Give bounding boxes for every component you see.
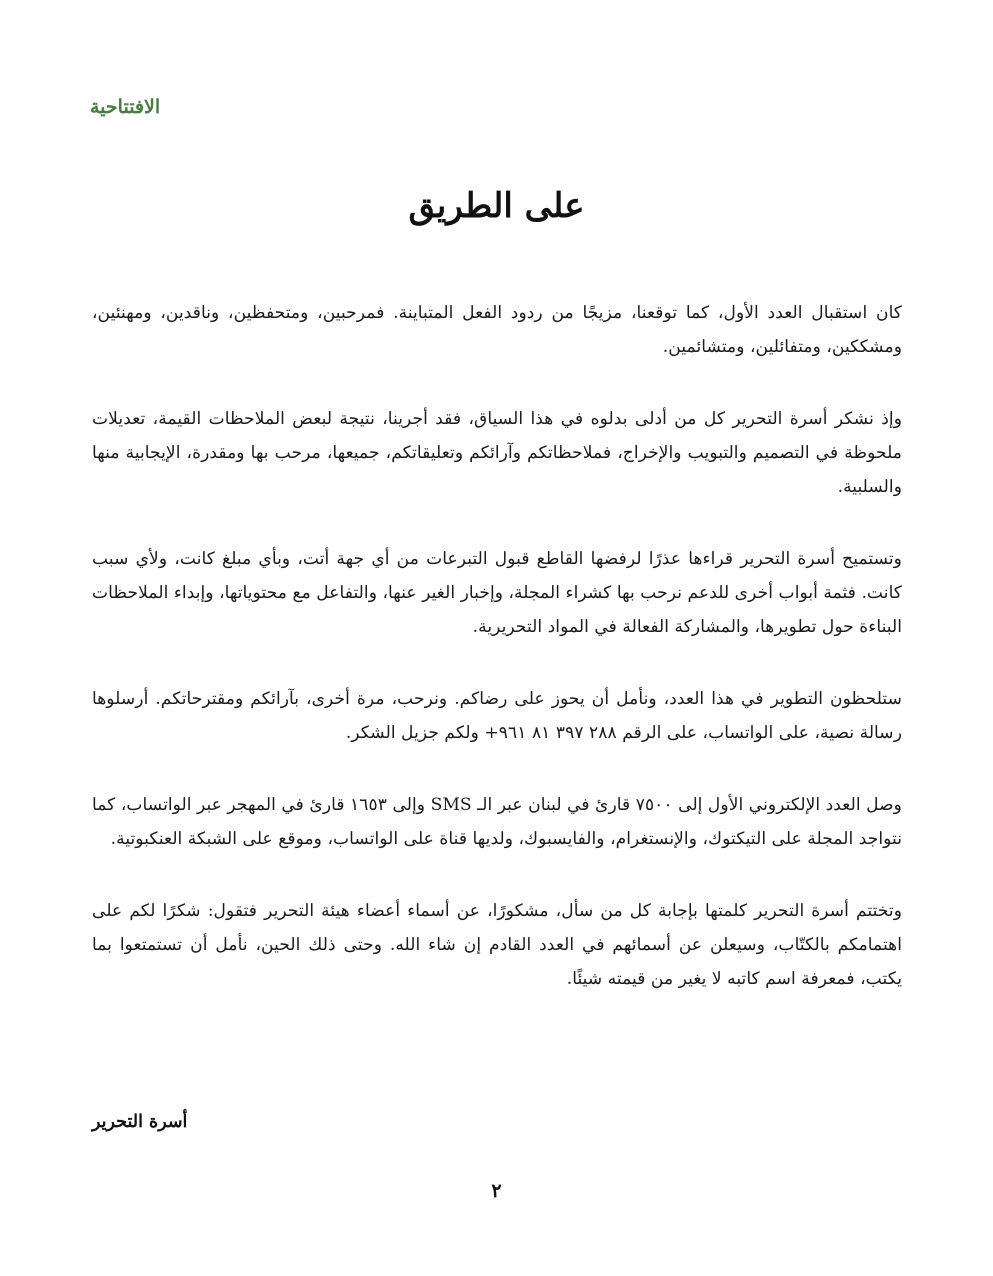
paragraph-1: كان استقبال العدد الأول، كما توقعنا، مزيجًا من ردود الفعل المتباينة. فمرحبين، ومتحفظين، وناقدين، ومهنئين، ومشككين، ومتفائلين، ومتشائمين. <box>92 303 902 357</box>
paragraph-5: وصل العدد الإلكتروني الأول إلى ٧٥٠٠ قارئ في لبنان عبر الـ SMS وإلى ١٦٥٣ قارئ في المهجر عبر الواتساب، كما نتواجد المجلة على التيكتوك، والإنستغرام، والفايسبوك، ولديها قناة على الواتساب، وموقع على الشبكة العنكبوتية. <box>92 795 902 849</box>
paragraph-6: وتختتم أسرة التحرير كلمتها بإجابة كل من سأل، مشكورًا، عن أسماء أعضاء هيئة التحرير فتقول: شكرًا لكم على اهتمامكم بالكتّاب، وسيعلن عن أسمائهم في العدد القادم إن شاء الله. وحتى ذلك الحين، نأمل أن تستمتعوا بما يكتب، فمعرفة اسم كاتبه لا يغير من قيمته شيئًا. <box>92 901 902 989</box>
page-number: ٢ <box>491 1180 502 1202</box>
signature: أسرة التحرير <box>92 1112 188 1132</box>
section-label: الافتتاحية <box>90 96 161 118</box>
paragraph-4: ستلحظون التطوير في هذا العدد، ونأمل أن يحوز على رضاكم. ونرحب، مرة أخرى، بآرائكم ومقترحاتكم. أرسلوها رسالة نصية، على الواتساب، على الرقم ٢٨٨ ٣٩٧ ٨١ ٩٦١+ ولكم جزيل الشكر. <box>92 689 902 743</box>
article-body <box>92 296 902 1034</box>
article-title: على الطريق <box>408 186 585 226</box>
paragraph-2: وإذ نشكر أسرة التحرير كل من أدلى بدلوه في هذا السياق، فقد أجرينا، نتيجة لبعض الملاحظات القيمة، تعديلات ملحوظة في التصميم والتبويب والإخراج، فملاحظاتكم وآرائكم وتعليقاتكم، جميعها، مرحب بها ومقدرة، الإيجابية منها والسلبية. <box>92 409 902 497</box>
paragraph-3: وتستميح أسرة التحرير قراءها عذرًا لرفضها القاطع قبول التبرعات من أي جهة أتت، وبأي مبلغ كانت، ولأي سبب كانت. فثمة أبواب أخرى للدعم نرحب بها كشراء المجلة، وإخبار الغير عنها، والتفاعل مع محتوياتها، وإبداء الملاحظات البناءة حول تطويرها، والمشاركة الفعالة في المواد التحريرية. <box>92 549 902 637</box>
